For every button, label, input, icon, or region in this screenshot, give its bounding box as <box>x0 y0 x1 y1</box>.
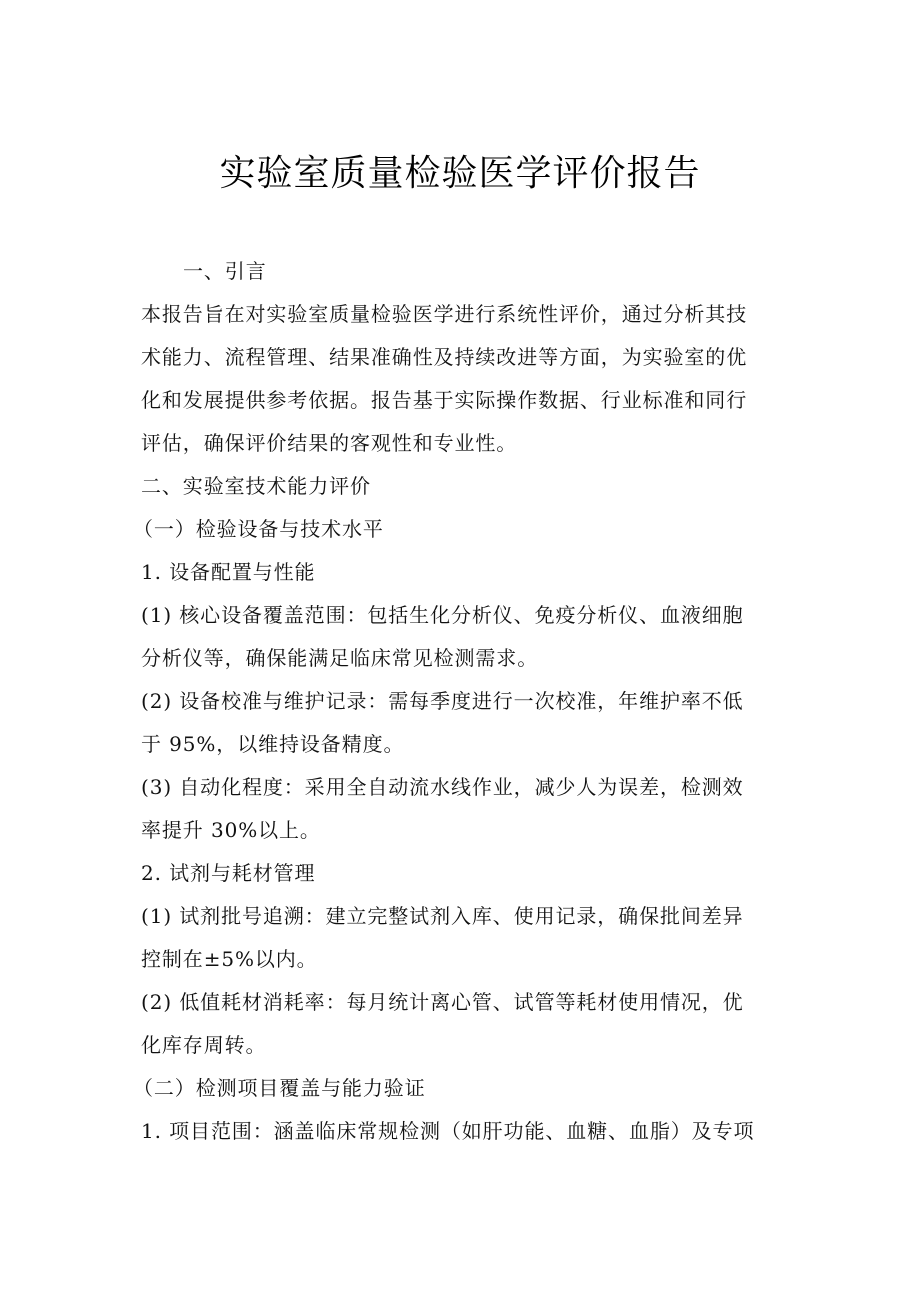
list-item-line: 于 95%，以维持设备精度。 <box>141 732 405 756</box>
paragraph-line: 术能力、流程管理、结果准确性及持续改进等方面，为实验室的优 <box>141 345 748 369</box>
section-heading-technical-capability: 二、实验室技术能力评价 <box>141 474 371 498</box>
subsection-heading-equipment: （一）检验设备与技术水平 <box>133 517 384 541</box>
item-heading-equipment-config: 1. 设备配置与性能 <box>141 560 316 584</box>
list-item-line: (2) 设备校准与维护记录：需每季度进行一次校准，年维护率不低 <box>141 689 744 713</box>
list-item-line: 控制在±5%以内。 <box>141 947 318 971</box>
list-item-line: (2) 低值耗材消耗率：每月统计离心管、试管等耗材使用情况，优 <box>141 990 744 1014</box>
list-item-line: (3) 自动化程度：采用全自动流水线作业，减少人为误差，检测效 <box>141 775 744 799</box>
list-item-line: (1) 试剂批号追溯：建立完整试剂入库、使用记录，确保批间差异 <box>141 904 744 928</box>
list-item-line: 分析仪等，确保能满足临床常见检测需求。 <box>141 646 539 670</box>
paragraph-line: 评估，确保评价结果的客观性和专业性。 <box>141 431 518 455</box>
section-heading-introduction: 一、引言 <box>183 259 267 283</box>
document-body <box>133 250 781 1153</box>
list-item-line: 化库存周转。 <box>141 1033 267 1057</box>
item-heading-reagents: 2. 试剂与耗材管理 <box>141 861 316 885</box>
paragraph-line: 本报告旨在对实验室质量检验医学进行系统性评价，通过分析其技 <box>141 302 748 326</box>
subsection-heading-test-coverage: （二）检测项目覆盖与能力验证 <box>133 1076 426 1100</box>
document-title: 实验室质量检验医学评价报告 <box>219 153 701 194</box>
list-item-line: (1) 核心设备覆盖范围：包括生化分析仪、免疫分析仪、血液细胞 <box>141 603 744 627</box>
paragraph-line: 化和发展提供参考依据。报告基于实际操作数据、行业标准和同行 <box>141 388 748 412</box>
list-item-line: 率提升 30%以上。 <box>141 818 321 842</box>
list-item-line: 1. 项目范围：涵盖临床常规检测（如肝功能、血糖、血脂）及专项 <box>141 1119 755 1143</box>
